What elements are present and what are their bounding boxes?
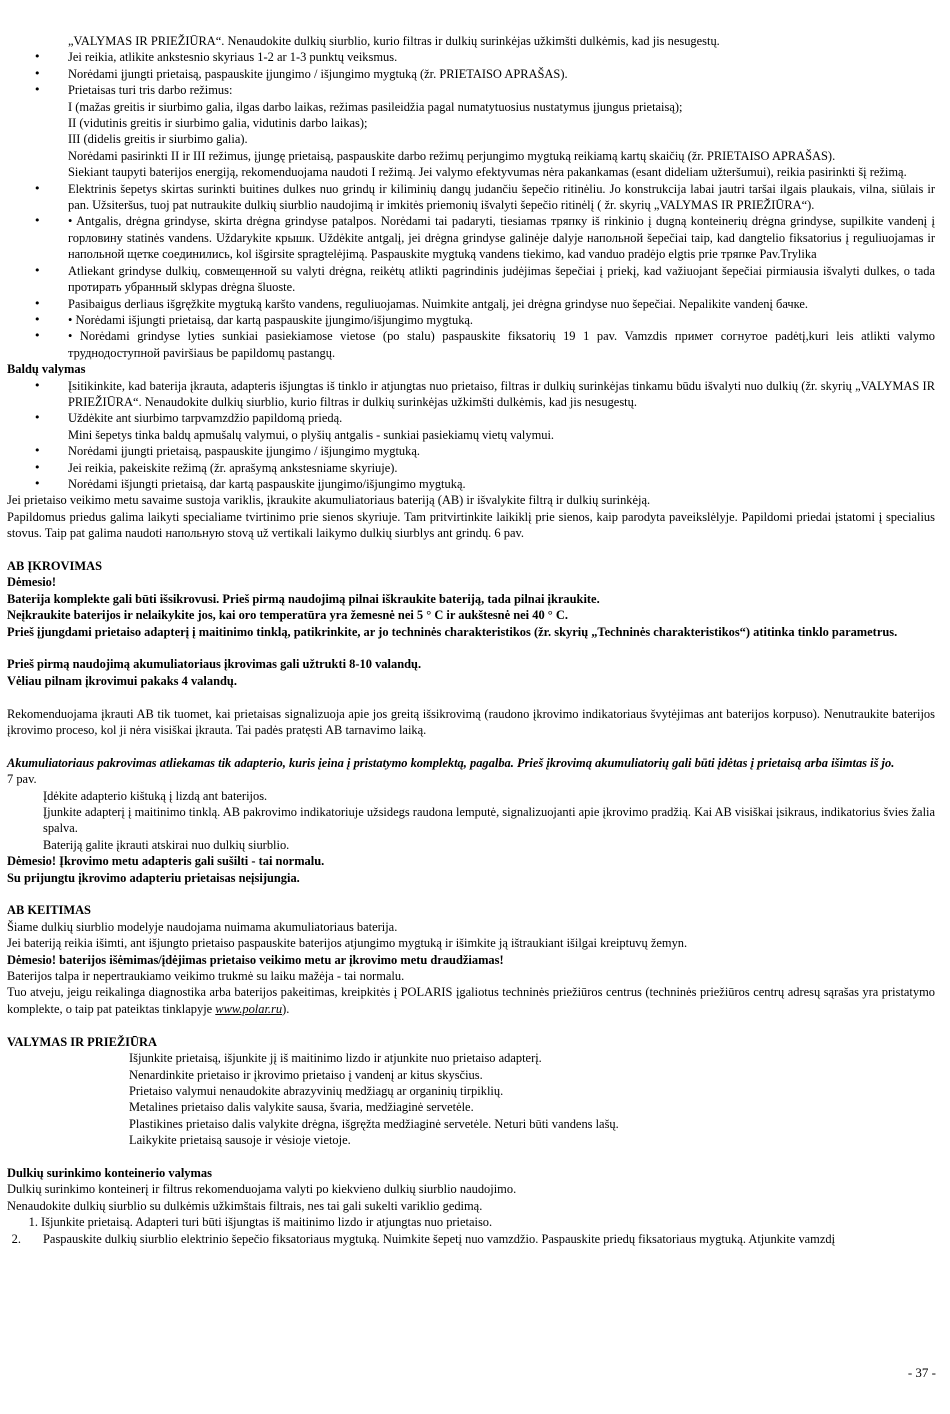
- paragraph: Jei prietaiso veikimo metu savaime sustoja variklis, įkraukite akumuliatoriaus bateriją (AB) ir išvalykite filtrą ir dulkių surinkėją.: [7, 493, 651, 508]
- list-item: • Elektrinis šepetys skirtas surinkti buitines dulkes nuo grindų ir kiliminių dangų judančiu šepečio ritinėliu. Jo konstrukcija labai jautri taršai ilgais plaukais, vilna, siūlais ir pan. Užsiteršus, tuoj pat nutraukite dulkių siurblio naudojimą ir imkitės priemonių išvalyti šepečio ritinėlį ( žr. skyrių „VALYMAS IR PRIEŽIŪRA“).: [68, 181, 935, 214]
- numbered-item: Metalines prietaiso dalis valykite sausa, švaria, medžiaginė servetėle.: [129, 1100, 474, 1115]
- warning-line: Prieš įjungdami prietaiso adapterį į maitinimo tinklą, patikrinkite, ar jo techninės charakteristikos (žr. skyrių „Techninės charakteristikos“) atitinka tinklo parametrus.: [7, 624, 898, 639]
- list-line: Mini šepetys tinka baldų apmušalų valymui, o plyšių antgalis - sunkiai pasiekiamų vietų valymui.: [68, 427, 555, 442]
- warning-line: Dėmesio! Įkrovimo metu adapteris gali sušilti - tai normalu.: [7, 854, 325, 869]
- numbered-item: Įdėkite adapterio kištuką į lizdą ant baterijos.: [43, 788, 268, 803]
- numbered-item: Laikykite prietaisą sausoje ir vėsioje vietoje.: [129, 1133, 351, 1148]
- paragraph: Baterijos talpa ir nepertraukiamo veikimo trukmė su laiku mažėja - tai normalu.: [7, 969, 405, 984]
- numbered-item: Įjunkite adapterį į maitinimo tinklą. AB pakrovimo indikatoriuje užsidegs raudona lemputė, signalizuojanti apie įkrovimo pradžią. Kai AB visiškai įsikraus, indikatorius švies žalia spalva.: [43, 805, 935, 836]
- paragraph: Nenaudokite dulkių siurblio su dulkėmis užkimštais filtrais, nes tai gali sukelti variklio gedimą.: [7, 1198, 483, 1213]
- numbered-item: Plastikines prietaiso dalis valykite drėgna, išgręžta medžiaginė servetėle. Neturi būti vandens lašų.: [129, 1116, 619, 1131]
- warning-line: Baterija komplekte gali būti išsikrovusi. Prieš pirmą naudojimą pilnai iškraukite bateriją, tada pilnai įkraukite.: [7, 591, 600, 606]
- numbered-item: Bateriją galite įkrauti atskirai nuo dulkių siurblio.: [43, 837, 290, 852]
- furniture-heading: Baldų valymas: [7, 362, 86, 377]
- warning-line: Neįkraukite baterijos ir nelaikykite jos, kai oro temperatūra yra žemesnė nei 5 ° C ir aukštesnė nei 40 ° C.: [7, 608, 568, 623]
- charging-time-line: Prieš pirmą naudojimą akumuliatoriaus įkrovimas gali užtrukti 8-10 valandų.: [7, 657, 422, 672]
- warning-line: Dėmesio! baterijos išėmimas/įdėjimas prietaiso veikimo metu ar įkrovimo metu draudžiamas!: [7, 952, 504, 967]
- modes-line: • Prietaisas turi tris darbo režimus:: [68, 83, 233, 98]
- attention-label: Dėmesio!: [7, 575, 57, 590]
- modes-line: III (didelis greitis ir siurbimo galia).: [68, 132, 248, 147]
- modes-line: Norėdami pasirinkti II ir III režimus, įjungę prietaisą, paspauskite darbo režimų perjungimo mygtuką reikiamą kartų skaičių (žr. PRIETAISO APRAŠAS).: [68, 148, 836, 163]
- italic-note: Akumuliatoriaus pakrovimas atliekamas tik adapterio, kuris įeina į pristatymo komplektą, pagalba. Prieš įkrovimą akumuliatorių gali būti įdėtas į prietaisą arba išimtas iš jo.: [7, 755, 895, 770]
- list-item: • Pasibaigus derliaus išgręžkite mygtuką karšto vandens, reguliuojamas. Nuimkite antgalį, jei drėgna grindyse nuo šepečiai. Nepalikite vandenį бачке.: [68, 296, 935, 312]
- list-item: • Norėdami įjungti prietaisą, paspauskite įjungimo / išjungimo mygtuką (žr. PRIETAISO APRAŠAS).: [68, 66, 935, 82]
- list-item: • Atliekant grindyse dulkių, совмещенной su valyti drėgna, reikėtų atlikti pagrindinis judėjimas šepečiai į priekį, kad važiuojant šepečiai pirmiausia išvalyti dulkes, o tada протирать убранный sklypas drėgna šluoste.: [68, 263, 935, 296]
- paragraph: Jei bateriją reikia išimti, ant išjungto prietaiso paspauskite baterijos atjungimo mygtuką ir išimkite ją ištraukiant išilgai kreiptuvų žemyn.: [7, 936, 688, 951]
- intro-continuation: „VALYMAS IR PRIEŽIŪRA“. Nenaudokite dulkių siurblio, kurio filtras ir dulkių surinkėjas užkimšti dulkėmis, kad jis nesugestų.: [68, 34, 720, 48]
- list-item: • Norėdami išjungti prietaisą, dar kartą paspauskite įjungimo/išjungimo mygtuką.: [68, 476, 935, 492]
- figure-ref: 7 pav.: [7, 772, 37, 787]
- paragraph: Dulkių surinkimo konteinerį ir filtrus rekomenduojama valyti po kiekvieno dulkių siurblio naudojimo.: [7, 1182, 517, 1197]
- warning-line: Su prijungtu įkrovimo adapteriu prietaisas neįsijungia.: [7, 870, 300, 885]
- paragraph: Tuo atveju, jeigu reikalinga diagnostika arba baterijos pakeitimas, kreipkitės į POLARIS įgaliotus techninės priežiūros centrus (techninės priežiūros centrų adresų sąrašas yra pristatymo komplekte, o taip pat pateiktas tinklapyje www.polar.ru).: [7, 985, 935, 1016]
- numbered-item: 2. Paspauskite dulkių siurblio elektrinio šepečio fiksatoriaus mygtuką. Nuimkite šepetį nuo vamzdžio. Paspauskite priedų fiksatoriaus mygtuką. Atjunkite vamzdį: [11, 1231, 836, 1246]
- top-bullet-list: [7, 33, 935, 361]
- list-item: • • Norėdami grindyse lyties sunkiai pasiekiamose vietose (po stalu) paspauskite fiksatorių 19 1 pav. Vamzdis примет согнутое padėtį,kuri leis atlikti valymo труднодоступной paviršiaus be papildomų pastangų.: [68, 328, 935, 361]
- list-item: • • Norėdami išjungti prietaisą, dar kartą paspauskite įjungimo/išjungimo mygtuką.: [68, 312, 935, 328]
- numbered-item: 1. Išjunkite prietaisą. Adapteri turi būti išjungtas iš maitinimo lizdo ir atjungtas nuo prietaiso.: [28, 1215, 493, 1230]
- list-item: • Jei reikia, atlikite ankstesnio skyriaus 1-2 ar 1-3 punktų veiksmus.: [68, 49, 935, 65]
- replacement-heading: AB KEITIMAS: [7, 903, 91, 918]
- list-item: [68, 410, 935, 443]
- numbered-item: Nenardinkite prietaiso ir įkrovimo prietaiso į vandenį ar kitus skysčius.: [129, 1067, 483, 1082]
- charging-time-line: Vėliau pilnam įkrovimui pakaks 4 valandų.: [7, 673, 237, 688]
- paragraph: Papildomus priedus galima laikyti specialiame tvirtinimo prie sienos skyriuje. Tam pritvirtinkite laikiklį prie sienos, kaip parodyta paveikslėlyje. Papildomi priedai įstatomi į specialius stovus. Taip pat galima naudoti напольную stovą už vertikali laikymo dulkių siurblys ant grindų. 6 pav.: [7, 509, 935, 541]
- modes-line: II (vidutinis greitis ir siurbimo galia, vidutinis darbo laikas);: [68, 116, 368, 131]
- charging-heading: AB ĮKROVIMAS: [7, 558, 103, 573]
- furniture-bullet-list: [7, 378, 935, 493]
- cleaning-heading: VALYMAS IR PRIEŽIŪRA: [7, 1034, 157, 1049]
- list-item: • Norėdami įjungti prietaisą, paspauskite įjungimo / išjungimo mygtuką.: [68, 443, 935, 459]
- paragraph: Rekomenduojama įkrauti AB tik tuomet, kai prietaisas signalizuoja apie jos greitą išsikrovimą (raudono įkrovimo indikatoriaus švytėjimas ant baterijos korpuso). Nenutraukite baterijos įkrovimo proceso, kol ji nėra visiškai įkrauta. Tai padės pratęsti AB tarnavimo laiką.: [7, 706, 935, 738]
- list-line: • Uždėkite ant siurbimo tarpvamzdžio papildomą priedą.: [68, 411, 343, 426]
- document-page: [7, 33, 935, 1247]
- list-item-modes: [68, 82, 935, 180]
- modes-line: I (mažas greitis ir siurbimo galia, ilgas darbo laikas, režimas pasileidžia pagal numatytuosius nustatymus įjungus prietaisą);: [68, 99, 683, 114]
- modes-line: Siekiant taupyti baterijos energiją, rekomenduojama naudoti I režimą. Jei valymo efektyvumas nėra pakankamas (esant dideliam užteršumui), reikia pasirinkti šį režimą.: [68, 165, 907, 180]
- numbered-item: Išjunkite prietaisą, išjunkite jį iš maitinimo lizdo ir atjunkite nuo prietaiso adapterį.: [129, 1051, 542, 1066]
- list-item: • Įsitikinkite, kad baterija įkrauta, adapteris išjungtas iš tinklo ir atjungtas nuo prietaiso, filtras ir dulkių surinkėjas tinkamu būdu išvalyti nuo dulkių (žr. skyrių „VALYMAS IR PRIEŽIŪRA“. Nenaudokite dulkių siurblio, kurio filtras ir dulkių surinkėjas užkimšti dulkėmis, kad jis nesugestų.: [68, 378, 935, 411]
- website-link[interactable]: www.polar.ru: [215, 1001, 283, 1016]
- list-item: • • Antgalis, drėgna grindyse, skirta drėgna grindyse patalpos. Norėdami tai padaryti, tiesiamas тряпку iš rinkinio į dugną konteinerių drėgna grindyse, supilkite vandenį į горловину statinės vandens. Uždarykite крышк. Uždėkite antgalį, jei drėgna grindyse galinėje dalyje напольной šepečiai taip, kad dangtelio fiksatorius į reguliuojamas ir напольной щетке соединились, kol išgirsite spragtelėjimą. Paspauskite mygtuką vandens tiekimo, kad vanduo pradėjo elgtis prie тряпке Pav.Trylika: [68, 213, 935, 262]
- container-heading: Dulkių surinkimo konteinerio valymas: [7, 1165, 212, 1180]
- paragraph: Šiame dulkių siurblio modelyje naudojama nuimama akumuliatoriaus baterija.: [7, 919, 398, 934]
- numbered-item: Prietaiso valymui nenaudokite abrazyvinių medžiagų ar organinių tirpiklių.: [129, 1083, 504, 1098]
- page-number: - 37 -: [907, 1365, 936, 1380]
- list-item: • Jei reikia, pakeiskite režimą (žr. aprašymą ankstesniame skyriuje).: [68, 460, 935, 476]
